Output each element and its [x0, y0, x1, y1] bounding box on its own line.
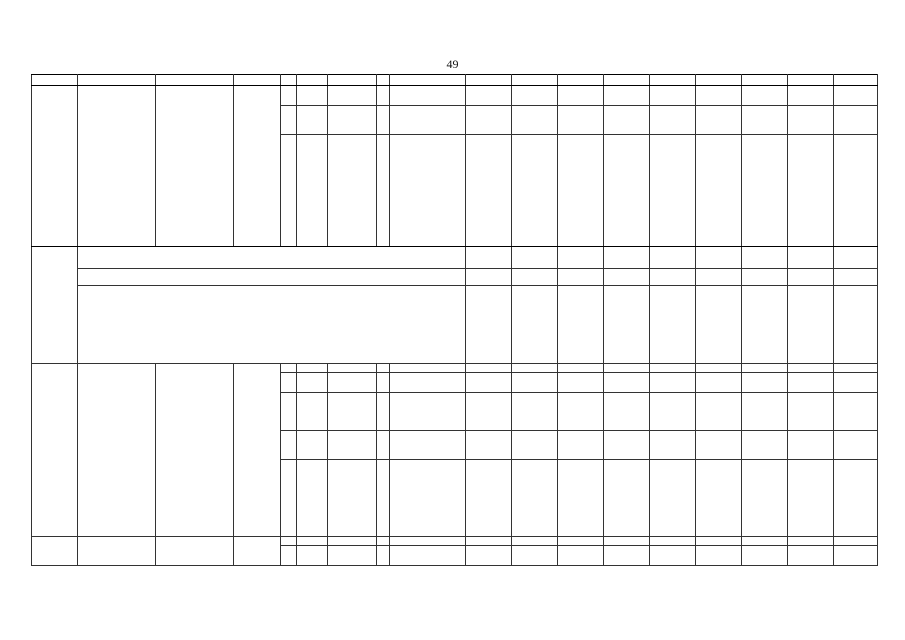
header-cell — [327, 75, 376, 86]
cell-value — [695, 269, 741, 286]
measure-18-1-desc — [78, 364, 156, 537]
cell-target-code — [327, 373, 376, 393]
header-cell — [557, 75, 603, 86]
cell-x — [787, 431, 833, 460]
cell-empty — [78, 86, 156, 247]
cell-col5 — [280, 546, 296, 566]
cell-value — [695, 135, 741, 247]
cell-x — [833, 460, 877, 537]
measure-18-2-desc — [78, 537, 156, 566]
cell-x — [787, 106, 833, 135]
page-number: 49 — [446, 57, 459, 71]
cell-target-code — [327, 135, 376, 247]
cell-value — [695, 86, 741, 106]
cell-x — [741, 373, 787, 393]
cell-value — [511, 86, 557, 106]
cell-section — [296, 546, 327, 566]
cell-indicator — [78, 286, 466, 364]
header-cell — [389, 75, 465, 86]
cell-value — [603, 247, 649, 269]
header-cell — [78, 75, 156, 86]
cell-col5 — [280, 431, 296, 460]
cell-value — [649, 460, 695, 537]
target-row — [32, 247, 878, 269]
cell-section — [296, 106, 327, 135]
cell-target-code — [327, 393, 376, 431]
cell-value — [557, 373, 603, 393]
cell-value — [557, 86, 603, 106]
cell-x — [833, 537, 877, 546]
cell-funding-source — [389, 546, 465, 566]
cell-value — [557, 364, 603, 373]
table-row — [32, 86, 878, 106]
cell-col8 — [376, 86, 389, 106]
cell-x — [741, 135, 787, 247]
cell-value — [695, 106, 741, 135]
cell-x — [833, 364, 877, 373]
cell-value — [695, 393, 741, 431]
header-cell — [741, 75, 787, 86]
header-cell — [833, 75, 877, 86]
cell-value — [649, 431, 695, 460]
cell-x — [833, 393, 877, 431]
cell-value — [465, 460, 511, 537]
cell-x — [741, 546, 787, 566]
cell-value — [649, 546, 695, 566]
cell-funding-source — [389, 373, 465, 393]
header-cell — [296, 75, 327, 86]
cell-x — [787, 364, 833, 373]
cell-value — [511, 286, 557, 364]
cell-x — [787, 460, 833, 537]
cell-col5 — [280, 537, 296, 546]
cell-x — [787, 86, 833, 106]
cell-value — [695, 373, 741, 393]
cell-value — [603, 269, 649, 286]
cell-value — [465, 393, 511, 431]
cell-col8 — [376, 393, 389, 431]
cell-x — [787, 286, 833, 364]
cell-value — [695, 537, 741, 546]
cell-funding-source — [389, 393, 465, 431]
cell-x — [833, 247, 877, 269]
cell-section — [296, 460, 327, 537]
cell-col5 — [280, 135, 296, 247]
cell-value — [695, 247, 741, 269]
cell-x — [833, 431, 877, 460]
cell-x — [741, 106, 787, 135]
cell-x — [741, 460, 787, 537]
cell-value — [557, 106, 603, 135]
cell-value — [465, 106, 511, 135]
cell-col8 — [376, 135, 389, 247]
cell-value — [603, 86, 649, 106]
cell-value — [557, 431, 603, 460]
header-cell — [32, 75, 78, 86]
cell-value — [511, 546, 557, 566]
cell-x — [741, 431, 787, 460]
cell-target-code — [327, 431, 376, 460]
cell-indicator — [78, 269, 466, 286]
cell-event-desc — [155, 86, 233, 247]
cell-value — [603, 106, 649, 135]
cell-value — [649, 269, 695, 286]
cell-value — [511, 135, 557, 247]
cell-col8 — [376, 431, 389, 460]
cell-value — [603, 364, 649, 373]
cell-value — [649, 247, 695, 269]
cell-value — [649, 537, 695, 546]
program-table — [31, 74, 878, 566]
cell-value — [557, 135, 603, 247]
cell-x — [787, 546, 833, 566]
cell-target-code — [327, 546, 376, 566]
cell-value — [603, 135, 649, 247]
cell-value — [511, 431, 557, 460]
cell-value — [465, 286, 511, 364]
cell-value — [603, 537, 649, 546]
cell-value — [695, 286, 741, 364]
measure-18-2-row — [32, 537, 878, 546]
cell-x — [787, 537, 833, 546]
cell-value — [511, 373, 557, 393]
cell-value — [695, 431, 741, 460]
cell-section — [296, 364, 327, 373]
cell-x — [833, 106, 877, 135]
cell-value — [465, 135, 511, 247]
cell-empty — [32, 86, 78, 247]
cell-funding-source — [389, 460, 465, 537]
cell-value — [649, 286, 695, 364]
measure-18-1-label — [32, 364, 78, 537]
cell-value — [603, 373, 649, 393]
cell-x — [741, 393, 787, 431]
cell-target-label — [32, 247, 78, 364]
cell-x — [833, 546, 877, 566]
cell-x — [787, 247, 833, 269]
cell-x — [741, 269, 787, 286]
cell-x — [833, 86, 877, 106]
cell-col5 — [280, 364, 296, 373]
cell-value — [695, 546, 741, 566]
cell-value — [603, 460, 649, 537]
cell-section — [296, 86, 327, 106]
cell-col5 — [280, 86, 296, 106]
cell-value — [557, 247, 603, 269]
cell-col8 — [376, 546, 389, 566]
header-row — [32, 75, 878, 86]
cell-section — [296, 393, 327, 431]
cell-value — [695, 460, 741, 537]
cell-section — [296, 135, 327, 247]
cell-indicator — [78, 247, 466, 269]
cell-value — [557, 393, 603, 431]
cell-target-code — [327, 106, 376, 135]
cell-empty — [233, 537, 280, 566]
cell-funding-source — [389, 364, 465, 373]
cell-target-code — [327, 364, 376, 373]
cell-col5 — [280, 460, 296, 537]
cell-value — [557, 537, 603, 546]
cell-value — [465, 537, 511, 546]
cell-x — [741, 247, 787, 269]
cell-x — [787, 135, 833, 247]
cell-empty — [155, 364, 233, 537]
cell-value — [603, 546, 649, 566]
cell-x — [741, 86, 787, 106]
cell-value — [511, 269, 557, 286]
cell-section — [296, 431, 327, 460]
cell-x — [787, 393, 833, 431]
header-cell — [787, 75, 833, 86]
header-cell — [233, 75, 280, 86]
cell-value — [511, 460, 557, 537]
cell-target-code — [327, 537, 376, 546]
cell-value — [511, 364, 557, 373]
cell-x — [833, 286, 877, 364]
header-cell — [695, 75, 741, 86]
cell-target-code — [327, 86, 376, 106]
header-cell — [511, 75, 557, 86]
cell-value — [649, 135, 695, 247]
cell-col8 — [376, 106, 389, 135]
cell-value — [603, 431, 649, 460]
cell-executor — [233, 86, 280, 247]
cell-value — [465, 364, 511, 373]
cell-section — [296, 373, 327, 393]
cell-funding-source — [389, 135, 465, 247]
cell-x — [741, 364, 787, 373]
cell-col5 — [280, 373, 296, 393]
cell-value — [465, 373, 511, 393]
cell-x — [833, 269, 877, 286]
header-cell — [465, 75, 511, 86]
cell-funding-source — [389, 86, 465, 106]
cell-col8 — [376, 364, 389, 373]
cell-target-code — [327, 460, 376, 537]
cell-value — [511, 537, 557, 546]
target-row — [32, 269, 878, 286]
cell-value — [465, 546, 511, 566]
cell-value — [465, 247, 511, 269]
measure-18-2-label — [32, 537, 78, 566]
cell-x — [833, 373, 877, 393]
cell-value — [649, 393, 695, 431]
cell-value — [465, 86, 511, 106]
cell-value — [557, 460, 603, 537]
cell-x — [787, 269, 833, 286]
cell-value — [511, 393, 557, 431]
cell-value — [557, 269, 603, 286]
header-cell — [155, 75, 233, 86]
header-cell — [376, 75, 389, 86]
cell-x — [741, 537, 787, 546]
cell-value — [695, 364, 741, 373]
cell-funding-source — [389, 106, 465, 135]
cell-empty — [233, 364, 280, 537]
cell-value — [511, 106, 557, 135]
cell-value — [557, 286, 603, 364]
cell-value — [649, 364, 695, 373]
cell-funding-source — [389, 431, 465, 460]
cell-value — [511, 247, 557, 269]
cell-x — [741, 286, 787, 364]
cell-col8 — [376, 537, 389, 546]
measure-18-1-row — [32, 364, 878, 373]
cell-funding-source — [389, 537, 465, 546]
cell-value — [557, 546, 603, 566]
cell-value — [649, 373, 695, 393]
cell-x — [787, 373, 833, 393]
cell-value — [649, 106, 695, 135]
target-row — [32, 286, 878, 364]
cell-value — [465, 269, 511, 286]
cell-value — [603, 286, 649, 364]
header-cell — [603, 75, 649, 86]
cell-col5 — [280, 393, 296, 431]
header-cell — [649, 75, 695, 86]
cell-value — [465, 431, 511, 460]
cell-value — [603, 393, 649, 431]
cell-value — [649, 86, 695, 106]
cell-x — [833, 135, 877, 247]
cell-col8 — [376, 373, 389, 393]
cell-col5 — [280, 106, 296, 135]
cell-col8 — [376, 460, 389, 537]
cell-empty — [155, 537, 233, 566]
cell-section — [296, 537, 327, 546]
header-cell — [280, 75, 296, 86]
